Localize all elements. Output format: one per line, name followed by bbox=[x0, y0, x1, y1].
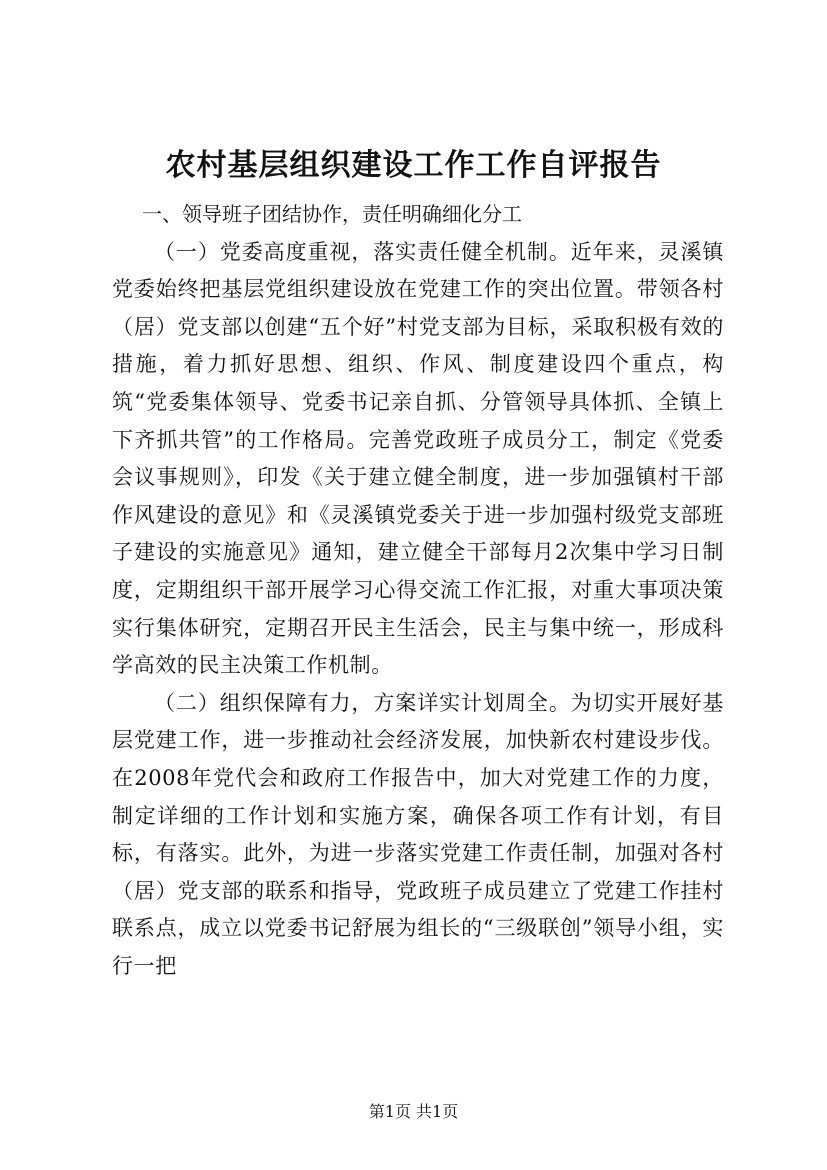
document-body bbox=[112, 196, 724, 985]
document-title: 农村基层组织建设工作工作自评报告 bbox=[165, 148, 662, 183]
paragraph-2: （二）组织保障有力，方案详实计划周全。为切实开展好基层党建工作，进一步推动社会经济发展，加快新农村建设步伐。在2008年党代会和政府工作报告中，加大对党建工作的力度，制定详细的工作计划和实施方案，确保各项工作有计划，有目标，有落实。此外，为进一步落实党建工作责任制，加强对各村（居）党支部的联系和指导，党政班子成员建立了党建工作挂村联系点，成立以党委书记舒展为组长的“三级联创”领导小组，实行一把 bbox=[112, 690, 724, 978]
paragraph-1: （一）党委高度重视，落实责任健全机制。近年来，灵溪镇党委始终把基层党组织建设放在党建工作的突出位置。带领各村（居）党支部以创建“五个好”村党支部为目标，采取积极有效的措施，着力抓好思想、组织、作风、制度建设四个重点，构筑“党委集体领导、党委书记亲自抓、分管领导具体抓、全镇上下齐抓共管”的工作格局。完善党政班子成员分工，制定《党委会议事规则》，印发《关于建立健全制度，进一步加强镇村干部作风建设的意见》和《灵溪镇党委关于进一步加强村级党支部班子建设的实施意见》通知，建立健全干部每月2次集中学习日制度，定期组织干部开展学习心得交流工作汇报，对重大事项决策实行集体研究，定期召开民主生活会，民主与集中统一，形成科学高效的民主决策工作机制。 bbox=[112, 239, 724, 678]
section-heading: 一、领导班子团结协作，责任明确细化分工 bbox=[142, 202, 522, 226]
page-footer: 第1页 共1页 bbox=[368, 1102, 459, 1121]
